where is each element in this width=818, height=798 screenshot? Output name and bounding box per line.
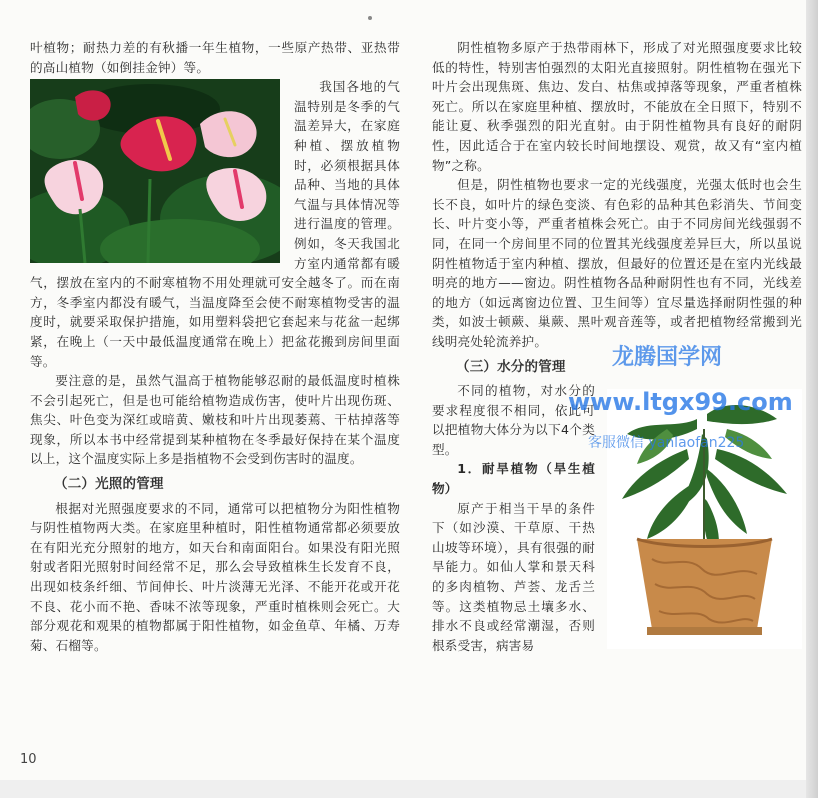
right-column — [432, 38, 802, 655]
anthurium-photo — [30, 79, 280, 263]
watermark-site-name: 龙腾国学网 — [612, 345, 723, 370]
temperature-paragraph: 我国各地的气温特别是冬季的气温差异大，在家庭种植、摆放植物时，必须根据具体品种、当地的具体气温与具体情况等进行温度的管理。例如，冬天我国北方室内通常都有暖气，摆放在室内的不耐寒植物不用处理就可安全越冬了。而在南方，冬季室内都没有暖气，当温度降至会使不耐寒植物受害的温度时，就要采取保护措施，如用塑料袋把它套起来与花盆一起绑紧，在晚上（一天中最低温度通常在晚上）把盆花搬到房间里面等。 — [30, 79, 400, 369]
watermark-contact: 客服微信 yanlaofan225 — [588, 435, 745, 451]
drought-paragraph: 原产于相当干旱的条件下（如沙漠、干草原、干热山坡等环境），具有很强的耐旱能力。如仙人掌和景天科的多肉植物、芦荟、龙舌兰等。这类植物忌土壤多水、排水不良或经常潮湿，否则根系受害，病害易 — [432, 500, 595, 653]
page-bottom-margin — [0, 780, 818, 798]
anthurium-illustration — [30, 79, 280, 263]
watermark-url: www.ltgx99.com — [568, 388, 793, 416]
water-intro-paragraph: 不同的植物，对水分的要求程度很不相同，依此可以把植物大体分为以下4个类型。 — [432, 383, 595, 457]
intro-paragraph: 叶植物；耐热力差的有秋播一年生植物，一些原产热带、亚热带的高山植物（如倒挂金钟）等。 — [30, 40, 400, 75]
page-number: 10 — [20, 752, 37, 767]
potted-plant-illustration — [607, 389, 802, 649]
potted-plant-photo — [607, 389, 802, 649]
heading-water-management: （三）水分的管理 — [456, 358, 566, 375]
heading-light-management: （二）光照的管理 — [54, 476, 164, 493]
page-binding-edge — [806, 0, 818, 798]
note-paragraph: 要注意的是，虽然气温高于植物能够忍耐的最低温度时植株不会引起死亡，但是也可能给植物造成伤害，使叶片出现伤斑、焦尖、叶色变为深红或暗黄、嫩枝和叶片出现萎蔫、干枯掉落等现象，所以本书中经常提到某种植物在冬季最好保持在某个温度以上，这个温度实际上多是指植物不会受到伤害时的温度。 — [30, 373, 400, 467]
shade-plant-paragraph: 阴性植物多原产于热带雨林下，形成了对光照强度要求比较低的特性，特别害怕强烈的太阳光直接照射。阴性植物在强光下叶片会出现焦斑、焦边、发白、枯焦或掉落等现象，严重者植株死亡。所以在家庭里种植、摆放时，不能放在全日照下，特别不能让夏、秋季强烈的阳光直射。由于阴性植物具有良好的耐阴性，因此适合于在室内较长时间地摆设、观赏，故又有“室内植物”之称。 — [432, 40, 802, 173]
shade-plant-paragraph-2: 但是，阴性植物也要求一定的光线强度，光强太低时也会生长不良，如叶片的绿色变淡、有色彩的品种其色彩消失、节间变长、叶片变小等，严重者植株会死亡。由于不同房间光线强弱不同，在同一个房间里不同的位置其光线强度差异巨大，所以虽说阴性植物适于室内种植、摆放，但最好的位置还是在室内光线最明亮的地方——窗边。阴性植物各品种耐阴性也有不同，光线差的地方（如远离窗边位置、卫生间等）宜尽量选择耐阴性强的种类，如波士顿蕨、巢蕨、黑叶观音莲等，或者把植物经常搬到光线明亮处轮流养护。 — [432, 177, 802, 349]
page-top-dot — [368, 16, 372, 20]
light-paragraph: 根据对光照强度要求的不同，通常可以把植物分为阳性植物与阴性植物两大类。在家庭里种植时，阳性植物通常都必须要放在有阳光充分照射的地方，如天台和南面阳台。如果没有阳光照射或者阳光照射时间经常不足，那么会导致植株生长发育不良，出现如枝条纤细、节间伸长、叶片淡薄无光泽、不能开花或开花不良、花小而不艳、香味不浓等现象，严重时植株则会死亡。大部分观花和观果的植物都属于阳性植物，如金鱼草、年橘、万寿菊、石榴等。 — [30, 500, 400, 653]
subheading-drought-plants: 1．耐旱植物（旱生植物） — [432, 461, 595, 497]
left-column — [30, 38, 400, 655]
